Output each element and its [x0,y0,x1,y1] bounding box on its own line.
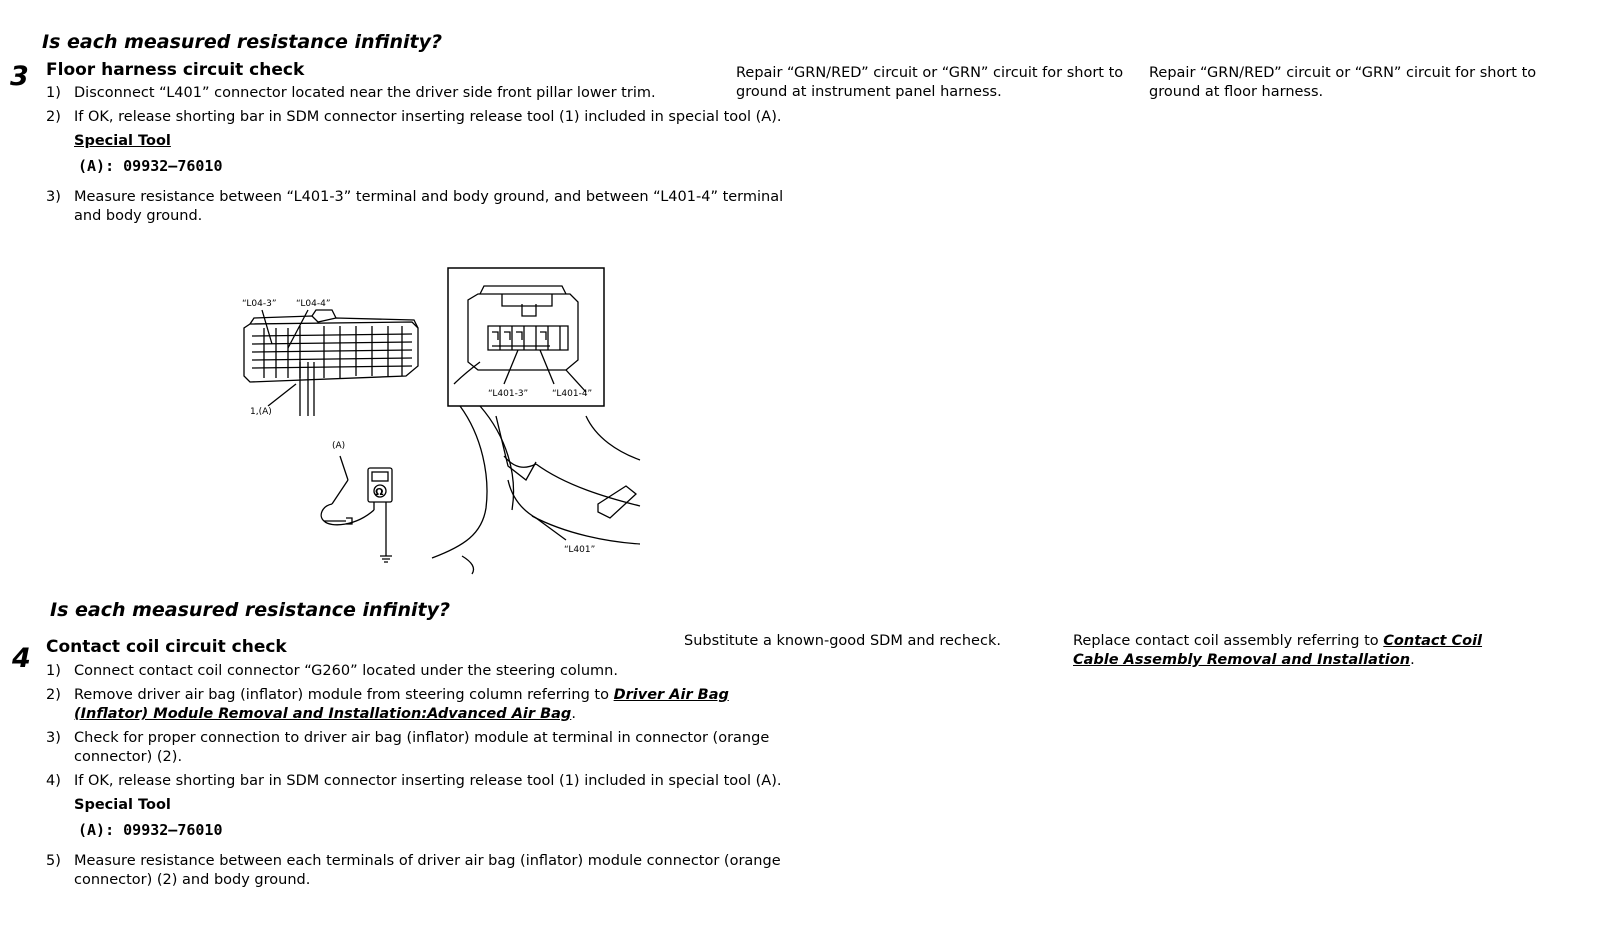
step3-item-3: 3) Measure resistance between “L401-3” terminal and body ground, and between “L401-4” terminal and body ground. [46,189,784,224]
ohmmeter-icon [321,456,392,562]
label-l04-3: “L04-3” [242,299,277,309]
step4-item-4: 4) If OK, release shorting bar in SDM connector inserting release tool (1) included in special tool (A). [46,773,782,789]
step4-title: Contact coil circuit check [46,637,287,657]
label-l401-4: “L401-4” [552,389,593,399]
label-l401-3: “L401-3” [488,389,529,399]
step3-item-1: 1) Disconnect “L401” connector located near the driver side front pillar lower trim. [46,85,656,101]
step3-item-2: 2) If OK, release shorting bar in SDM connector inserting release tool (1) included in special tool (A). [46,109,782,125]
step4-yes-action: Substitute a known-good SDM and recheck. [684,633,1001,649]
step4-number: 4 [12,643,31,674]
step3-title: Floor harness circuit check [46,60,305,80]
label-l04-4: “L04-4” [296,299,331,309]
label-tool-a: (A) [332,441,346,451]
step3-yes-action: Repair “GRN/RED” circuit or “GRN” circuit for short to ground at instrument panel harness. [736,65,1124,100]
step3-special-tool-value: (A): 09932–76010 [78,157,223,175]
label-tool-1a: 1,(A) [250,407,272,417]
pillar-trim-icon [432,406,640,574]
step3-no-action: Repair “GRN/RED” circuit or “GRN” circuit for short to ground at floor harness. [1149,65,1537,100]
step4-instructions [46,662,806,895]
step4-special-tool-label: Special Tool [74,797,171,813]
step3-question: Is each measured resistance infinity? [42,31,443,53]
l401-connector-icon [454,286,586,392]
step4-no-action: Replace contact coil assembly referring to Contact Coil Cable Assembly Removal and Installation. [1073,633,1483,668]
step3-number: 3 [10,61,29,92]
step4-item-1: 1) Connect contact coil connector “G260” located under the steering column. [46,663,618,679]
step4-item-5: 5) Measure resistance between each terminals of driver air bag (inflator) module connector (orange connector) (2) and body ground. [46,853,781,888]
step4-item-2: 2) Remove driver air bag (inflator) module from steering column referring to Driver Air Bag (Inflator) Module Removal and Installation:Advanced Air Bag. [46,687,729,722]
sdm-connector-icon [244,310,418,382]
step3-special-tool-label: Special Tool [74,133,171,149]
resistance-measurement-diagram [236,266,646,578]
step4-special-tool-value: (A): 09932–76010 [78,821,223,839]
step4-question: Is each measured resistance infinity? [50,599,451,621]
contact-coil-removal-link[interactable]: Contact Coil Cable Assembly Removal and Installation [1073,633,1483,668]
driver-air-bag-removal-link[interactable]: Driver Air Bag (Inflator) Module Removal and Installation:Advanced Air Bag [74,687,729,722]
label-ohm: Ω [375,487,384,498]
step4-item-3: 3) Check for proper connection to driver air bag (inflator) module at terminal in connector (orange connector) (2). [46,730,770,765]
label-l401: “L401” [564,545,596,555]
release-tool-icon [300,362,314,416]
step3-instructions [46,84,806,231]
